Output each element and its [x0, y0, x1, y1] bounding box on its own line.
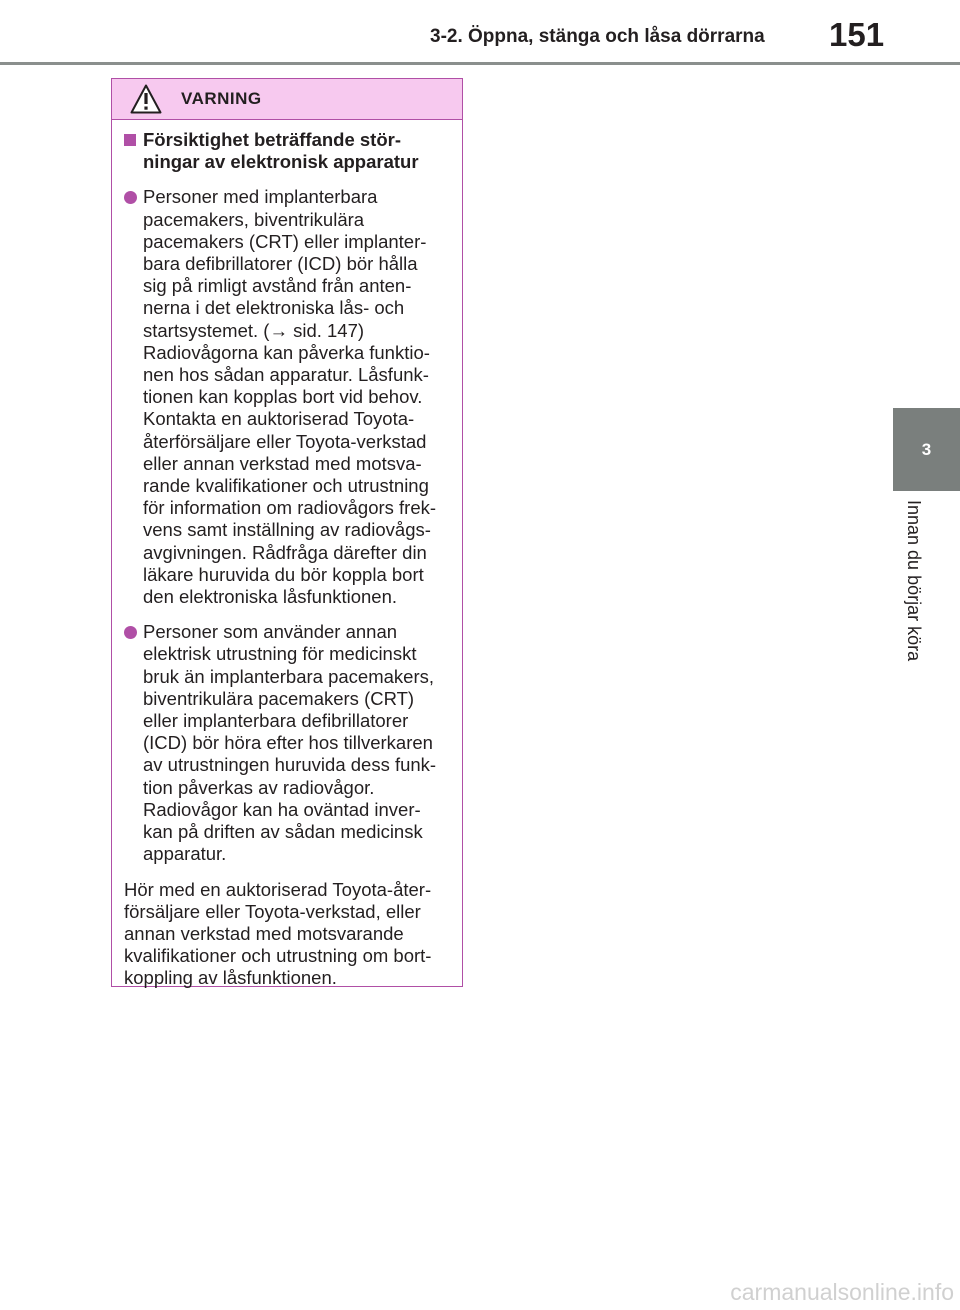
square-bullet-icon: [124, 134, 136, 146]
section-title: 3-2. Öppna, stänga och låsa dörrarna: [430, 26, 765, 47]
chapter-number: 3: [921, 439, 932, 459]
header-divider: [0, 62, 960, 65]
warning-triangle-icon: [130, 84, 162, 114]
watermark: carmanualsonline.info: [730, 1279, 954, 1305]
list-item: [124, 621, 452, 865]
page-number: 151: [829, 16, 885, 53]
chapter-tab: [893, 408, 960, 491]
circle-bullet-icon: [124, 191, 137, 204]
warning-box: [111, 78, 463, 987]
closing-paragraph: Hör med en auktoriserad Toyota-åter- försäljare eller Toyota-verkstad, eller annan verkstad med motsvarande kvalifikationer och utrustning om bort- koppling av låsfunktionen.: [124, 878, 432, 989]
list-item: [124, 186, 452, 608]
list-item-text: Personer som använder annan elektrisk utrustning för medicinskt bruk än implanterbara pacemakers, biventrikulära pacemakers (CRT) eller implanterbara defibrillatorer (ICD) bör höra efter hos tillverkaren av utrustningen huruvida dess funk- tion påverkas av radiovågor. Radiovågor kan ha oväntad inver- kan på driften av sådan medicinsk apparatur.: [143, 621, 437, 865]
list-item-text: Personer med implanterbara pacemakers, biventrikulära pacemakers (CRT) eller implanter- bara defibrillatorer (ICD) bör hålla sig på rimligt avstånd från anten- nerna i det elektroniska lås- och startsystemet. (→ sid. 147) Radiovågorna kan påverka funktio- nen hos sådan apparatur. Låsfunk- tionen kan kopplas bort vid behov. Kontakta en auktoriserad Toyota- återförsäljare eller Toyota-verkstad eller annan verkstad med motsva- rande kvalifikationer och utrustning för information om radiovågors frek- vens samt inställning av radiovågs- avgivningen. Rådfråga därefter din läkare huruvida du bör koppla bort den elektroniska låsfunktionen.: [143, 186, 437, 608]
warning-heading: [124, 129, 452, 173]
warning-body: [112, 120, 462, 990]
warning-heading-text: Försiktighet beträffande stör- ningar av elektronisk apparatur: [143, 129, 419, 173]
warning-label: VARNING: [181, 89, 262, 108]
circle-bullet-icon: [124, 626, 137, 639]
warning-header: [112, 79, 462, 120]
chapter-title: Innan du börjar köra: [904, 500, 924, 662]
